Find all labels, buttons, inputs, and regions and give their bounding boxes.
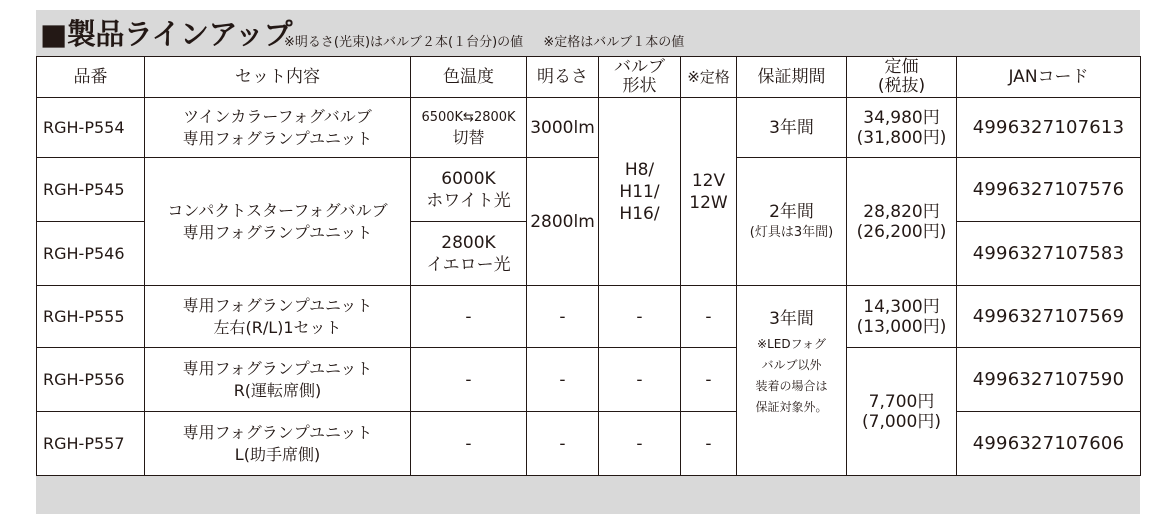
rating: - <box>681 412 737 476</box>
product-code: RGH-P545 <box>37 158 145 222</box>
brightness: - <box>527 286 599 348</box>
bulb-line1: H8/ <box>624 159 655 180</box>
brightness-note: ※明るさ(光束)はバルブ２本(１台分)の値 <box>284 35 524 50</box>
price-line2: (31,800円) <box>856 127 947 148</box>
rating: - <box>681 286 737 348</box>
set-contents <box>145 286 411 348</box>
temp-line2: ホワイト光 <box>426 190 511 211</box>
price <box>847 286 957 348</box>
set-line2: L(助手席側) <box>234 444 321 464</box>
brightness: 3000lm <box>527 98 599 158</box>
page-title: ■製品ラインアップ <box>40 17 293 51</box>
jan-code: 4996327107590 <box>957 348 1141 412</box>
price <box>847 98 957 158</box>
table-row <box>37 98 1141 158</box>
warranty <box>737 158 847 286</box>
warranty-line1: 2年間 <box>769 201 814 222</box>
color-temperature: - <box>411 286 527 348</box>
temp-line1: 6500K⇆2800K <box>421 109 516 125</box>
product-code: RGH-P555 <box>37 286 145 348</box>
header-price-line2: (税抜) <box>877 76 926 96</box>
set-line2: 専用フォグランプユニット <box>182 128 373 148</box>
header-price <box>847 57 957 98</box>
header-rating: ※定格 <box>681 57 737 98</box>
set-contents <box>145 98 411 158</box>
table-row <box>37 286 1141 348</box>
bulb-type: - <box>599 286 681 348</box>
temp-line2: イエロー光 <box>426 254 511 275</box>
jan-code: 4996327107569 <box>957 286 1141 348</box>
header-warranty: 保証期間 <box>737 57 847 98</box>
header-temp: 色温度 <box>411 57 527 98</box>
bulb-type <box>599 98 681 286</box>
set-line1: 専用フォグランプユニット <box>182 295 373 315</box>
brightness: - <box>527 348 599 412</box>
product-code: RGH-P557 <box>37 412 145 476</box>
color-temperature <box>411 222 527 286</box>
product-code: RGH-P554 <box>37 98 145 158</box>
set-contents <box>145 348 411 412</box>
set-line2: 専用フォグランプユニット <box>182 222 373 242</box>
bulb-line2: H11/ <box>619 181 660 202</box>
jan-code: 4996327107583 <box>957 222 1141 286</box>
price-line2: (7,000円) <box>862 411 941 432</box>
header-bulb <box>599 57 681 98</box>
color-temperature: - <box>411 348 527 412</box>
set-line1: 専用フォグランプユニット <box>182 422 373 442</box>
jan-code: 4996327107613 <box>957 98 1141 158</box>
temp-line1: 6000K <box>441 168 496 189</box>
warranty-note-line1: ※LEDフォグ <box>757 337 826 351</box>
product-code: RGH-P556 <box>37 348 145 412</box>
warranty-note-line2: バルブ以外 <box>761 358 822 372</box>
header-bulb-line1: バルブ <box>614 57 665 77</box>
set-line1: 専用フォグランプユニット <box>182 358 373 378</box>
product-lineup-table <box>36 56 1141 476</box>
title-notes <box>284 31 700 50</box>
price-line2: (13,000円) <box>856 316 947 337</box>
rating-line1: 12V <box>691 170 726 191</box>
price-line1: 34,980円 <box>863 107 940 128</box>
price-line2: (26,200円) <box>856 221 947 242</box>
brightness: - <box>527 412 599 476</box>
header-set: セット内容 <box>145 57 411 98</box>
warranty-note-line4: 保証対象外。 <box>755 400 828 414</box>
color-temperature: - <box>411 412 527 476</box>
color-temperature <box>411 158 527 222</box>
warranty-line1: 3年間 <box>769 309 814 329</box>
warranty-line2: (灯具は3年間) <box>749 224 834 240</box>
bulb-type: - <box>599 348 681 412</box>
table-row <box>37 158 1141 222</box>
color-temperature <box>411 98 527 158</box>
title-bar <box>36 10 1140 56</box>
header-row <box>37 57 1141 98</box>
set-line1: ツインカラーフォグバルブ <box>183 106 372 126</box>
brightness: 2800lm <box>527 158 599 286</box>
set-line1: コンパクトスターフォグバルブ <box>167 200 388 220</box>
price <box>847 348 957 476</box>
header-bright: 明るさ <box>527 57 599 98</box>
set-line2: 左右(R/L)1セット <box>213 317 342 337</box>
product-code: RGH-P546 <box>37 222 145 286</box>
set-line2: R(運転席側) <box>233 380 322 400</box>
rating-note: ※定格はバルブ１本の値 <box>543 35 685 50</box>
bulb-line3: H16/ <box>619 203 660 224</box>
jan-code: 4996327107576 <box>957 158 1141 222</box>
temp-line1: 2800K <box>441 232 496 253</box>
rating: - <box>681 348 737 412</box>
header-bulb-line2: 形状 <box>622 76 657 96</box>
warranty: 3年間 <box>737 98 847 158</box>
rating <box>681 98 737 286</box>
bulb-type: - <box>599 412 681 476</box>
warranty <box>737 286 847 476</box>
header-code: 品番 <box>37 57 145 98</box>
header-jan: JANコード <box>957 57 1141 98</box>
set-contents <box>145 158 411 286</box>
table-row <box>37 412 1141 476</box>
price-line1: 7,700円 <box>868 391 935 412</box>
set-contents <box>145 412 411 476</box>
rating-line2: 12W <box>689 192 728 213</box>
warranty-note-line3: 装着の場合は <box>755 379 828 393</box>
price-line1: 14,300円 <box>863 296 940 317</box>
header-price-line1: 定価 <box>884 57 919 77</box>
price <box>847 158 957 286</box>
table-row <box>37 348 1141 412</box>
temp-line2: 切替 <box>452 127 485 147</box>
price-line1: 28,820円 <box>863 201 940 222</box>
jan-code: 4996327107606 <box>957 412 1141 476</box>
